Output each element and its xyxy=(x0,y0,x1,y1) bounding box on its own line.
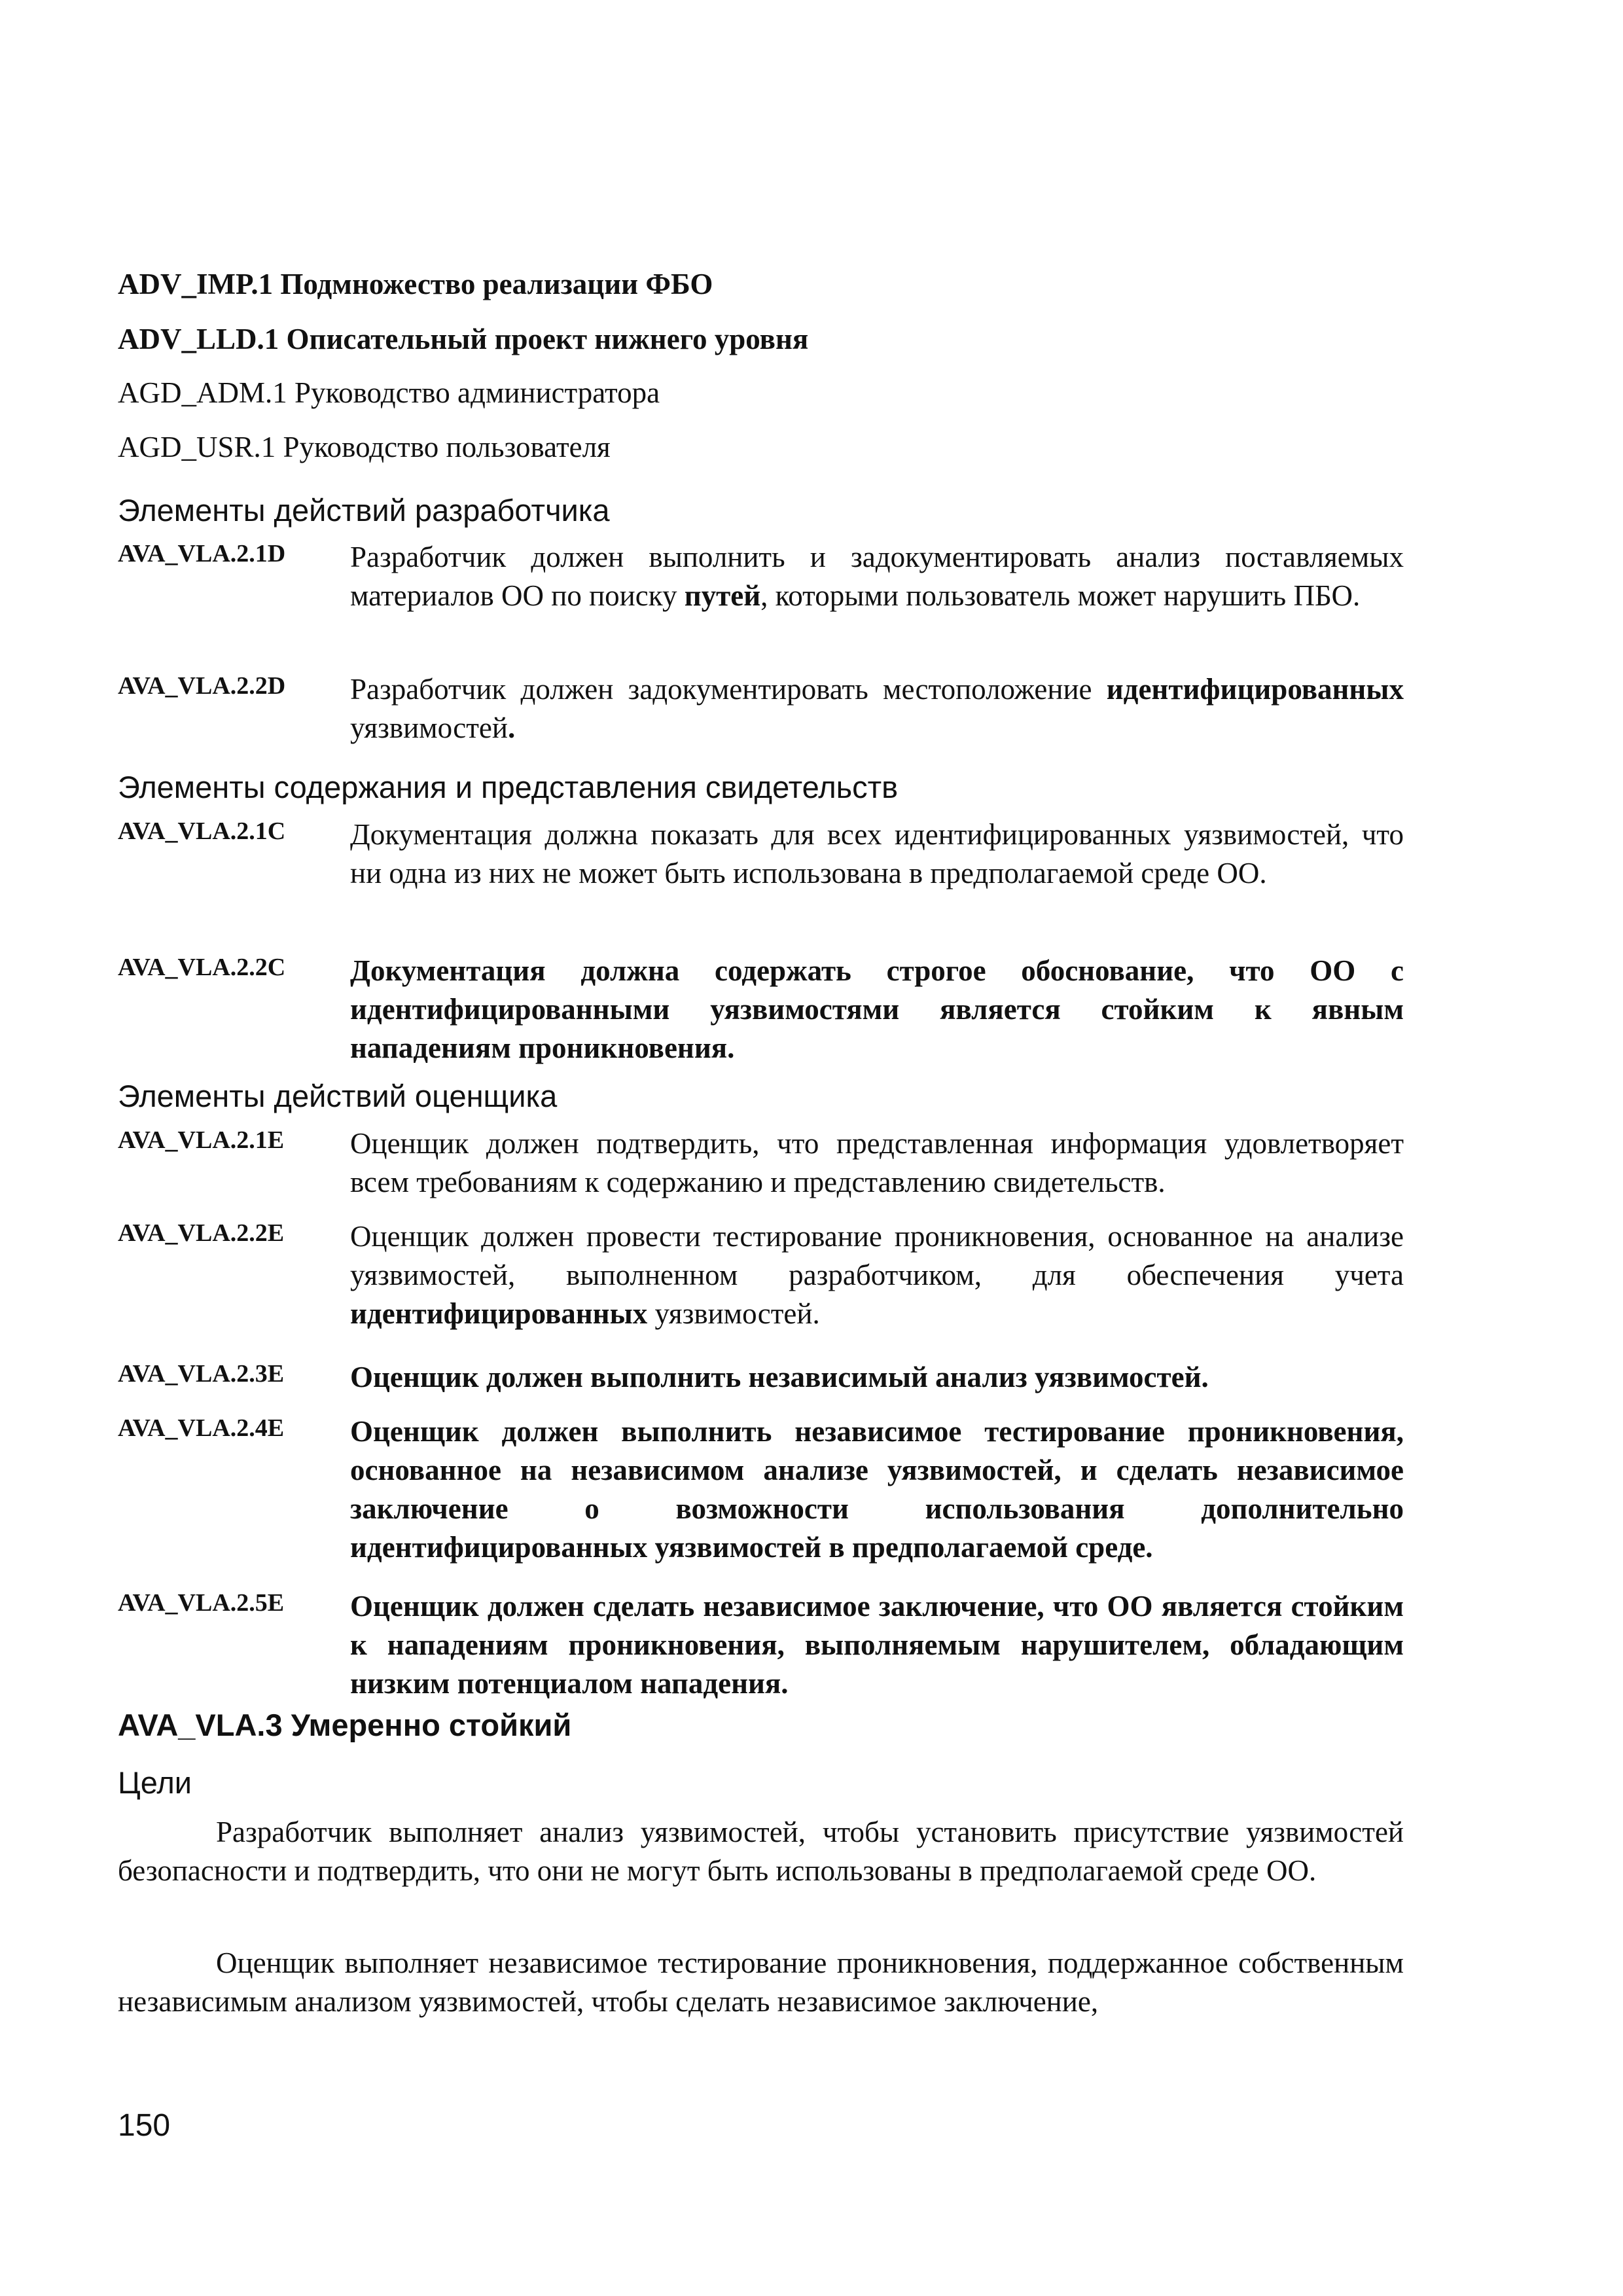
bold-run: . xyxy=(507,711,516,744)
requirement-text: Оценщик должен подтвердить, что представленная информация удовлетворяет всем требованиям к содержанию и представлению свидетельств. xyxy=(350,1127,1404,1198)
paragraph-developer: Разработчик выполняет анализ уязвимостей, чтобы установить присутствие уязвимостей безопасности и подтвердить, что они не могут быть использованы в предполагаемой среде ОО. xyxy=(118,1816,1404,1887)
requirement-text xyxy=(350,538,1404,615)
requirement-id: AVA_VLA.2.1D xyxy=(118,540,286,567)
requirement-id: AVA_VLA.2.1C xyxy=(118,817,286,845)
requirement-id: AVA_VLA.2.5E xyxy=(118,1589,285,1617)
section-heading-content-presentation: Элементы содержания и представления свидетельств xyxy=(118,770,899,804)
component-adv-lld: ADV_LLD.1 Описательный проект нижнего уровня xyxy=(118,323,809,355)
section-heading-ava-vla-3: AVA_VLA.3 Умеренно стойкий xyxy=(118,1708,572,1742)
requirement-id: AVA_VLA.2.2C xyxy=(118,954,286,981)
requirement-id: AVA_VLA.2.4E xyxy=(118,1414,285,1442)
component-agd-adm: AGD_ADM.1 Руководство администратора xyxy=(118,376,660,409)
requirement-text xyxy=(350,1217,1404,1333)
section-heading-dev-actions: Элементы действий разработчика xyxy=(118,493,610,528)
bold-run: идентифицированных xyxy=(1106,673,1404,706)
requirement-id: AVA_VLA.2.2D xyxy=(118,672,286,700)
requirement-text xyxy=(350,670,1404,747)
requirement-text: Оценщик должен выполнить независимое тестирование проникновения, основанное на независимом анализе уязвимостей, и сделать независимое заключение о возможности использования дополнительно идентифицированных уязвимостей в предполагаемой среде. xyxy=(350,1415,1404,1564)
requirement-id: AVA_VLA.2.3E xyxy=(118,1360,285,1388)
text-run: уязвимостей xyxy=(350,711,508,744)
text-run: , которыми пользователь может нарушить ПБО. xyxy=(760,579,1361,612)
requirement-text: Оценщик должен сделать независимое заключение, что ОО является стойким к нападениям проникновения, выполняемым нарушителем, обладающим низким потенциалом нападения. xyxy=(350,1590,1404,1700)
text-run: уязвимостей. xyxy=(647,1297,820,1330)
page-number: 150 xyxy=(118,2108,171,2143)
section-heading-goals: Цели xyxy=(118,1765,192,1800)
requirement-id: AVA_VLA.2.1E xyxy=(118,1126,285,1154)
component-adv-imp: ADV_IMP.1 Подмножество реализации ФБО xyxy=(118,268,713,300)
requirement-id: AVA_VLA.2.2E xyxy=(118,1219,285,1247)
paragraph-evaluator: Оценщик выполняет независимое тестирование проникновения, поддержанное собственным независимым анализом уязвимостей, чтобы сделать независимое заключение, xyxy=(118,1946,1404,2018)
text-run: Разработчик должен выполнить и задокументировать анализ поставляемых материалов ОО по поиску xyxy=(350,541,1404,612)
requirement-text: Оценщик должен выполнить независимый анализ уязвимостей. xyxy=(350,1361,1209,1393)
bold-run: путей xyxy=(684,579,761,612)
section-heading-evaluator-actions: Элементы действий оценщика xyxy=(118,1079,558,1113)
bold-run: идентифицированных xyxy=(350,1297,648,1330)
requirement-text: Документация должна показать для всех идентифицированных уязвимостей, что ни одна из них не может быть использована в предполагаемой среде ОО. xyxy=(350,818,1404,889)
text-run: Оценщик должен провести тестирование проникновения, основанное на анализе уязвимостей, выполненном разработчиком, для обеспечения учета xyxy=(350,1220,1404,1291)
component-agd-usr: AGD_USR.1 Руководство пользователя xyxy=(118,431,611,463)
requirement-text: Документация должна содержать строгое обоснование, что ОО с идентифицированными уязвимостями является стойким к явным нападениям проникновения. xyxy=(350,954,1404,1064)
text-run: Разработчик должен задокументировать местоположение xyxy=(350,673,1107,706)
